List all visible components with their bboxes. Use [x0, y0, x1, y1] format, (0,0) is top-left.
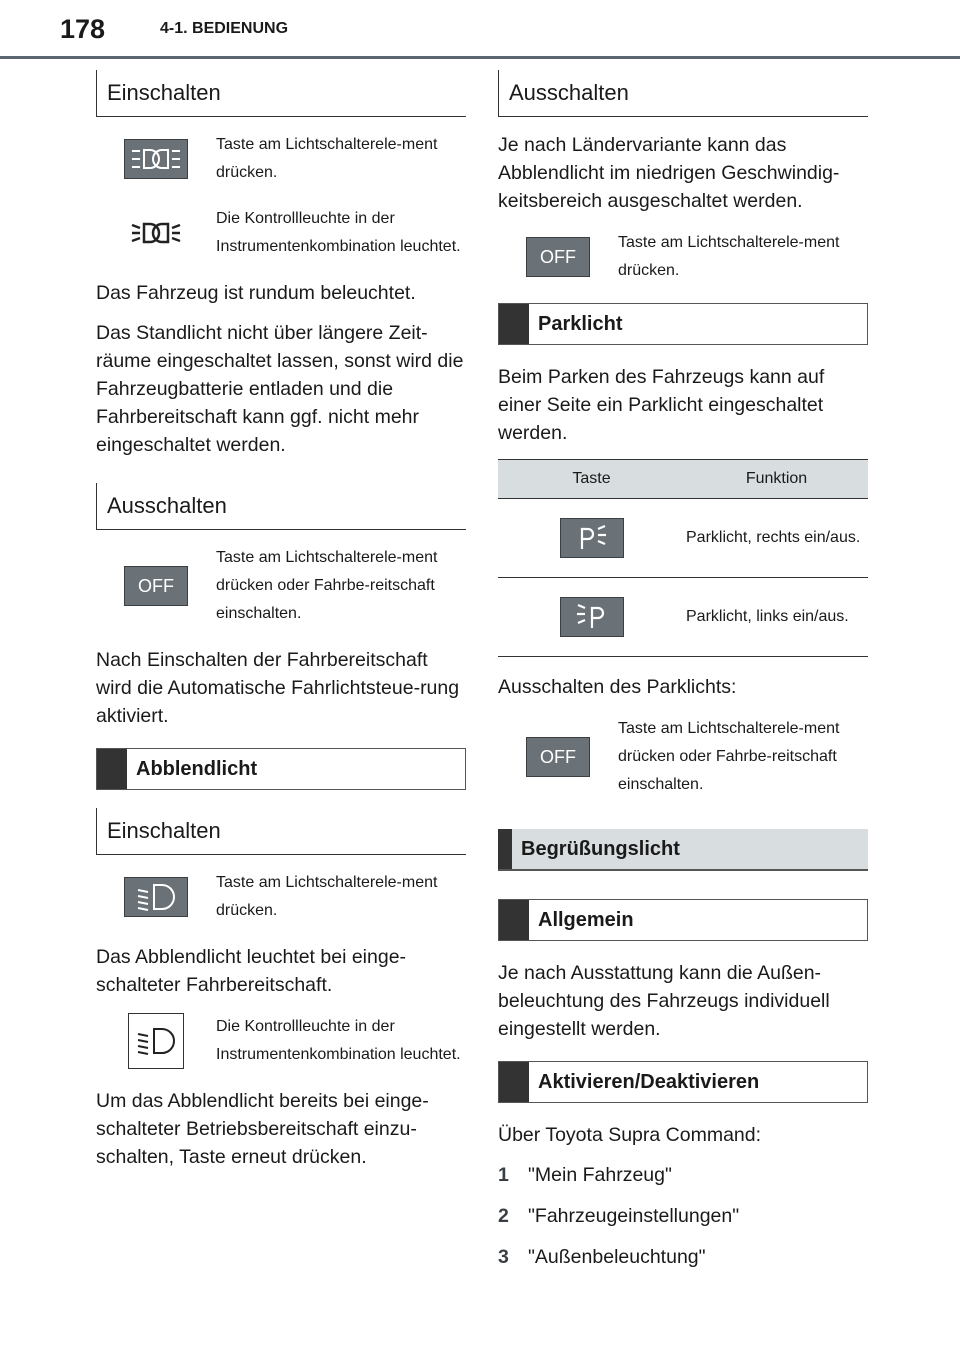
steps-list — [498, 1161, 868, 1271]
off-button-row — [96, 544, 466, 628]
einschalten-heading: Einschalten — [96, 70, 466, 117]
ausschalten-heading: Ausschalten — [96, 483, 466, 530]
paragraph: Beim Parken des Fahrzeugs kann auf einer Seite ein Parklicht eingeschaltet werden. — [498, 366, 825, 444]
paragraph: Nach Einschalten der Fahrbereitschaft wird die Automatische Fahrlichtsteue-rung aktiviert. — [96, 649, 460, 727]
heading-bar — [498, 829, 512, 869]
sidelight-button-icon[interactable] — [124, 139, 188, 179]
step-text: "Fahrzeugeinstellungen" — [528, 1205, 740, 1227]
section-label: 4-1. BEDIENUNG — [160, 20, 289, 37]
step-number: 3 — [498, 1246, 509, 1268]
list-item — [498, 1161, 868, 1189]
begruessungslicht-heading-label: Begrüßungslicht — [521, 837, 680, 860]
abblend-indicator-row — [96, 1013, 466, 1069]
parking-light-right-icon[interactable] — [560, 518, 624, 558]
abblendlicht-heading — [96, 748, 466, 790]
paragraph: Ausschalten des Parklichts: — [498, 676, 737, 698]
left-column — [96, 70, 466, 1183]
page-number: 178 — [60, 14, 106, 44]
parklicht-heading — [498, 303, 868, 345]
list-item — [498, 1243, 868, 1271]
off-button[interactable]: OFF — [526, 237, 590, 277]
parking-light-left-icon[interactable] — [560, 597, 624, 637]
heading-bar — [499, 900, 529, 940]
low-beam-button-icon[interactable] — [124, 877, 188, 917]
table-header-funktion: Funktion — [685, 460, 868, 499]
step-number: 1 — [498, 1164, 509, 1186]
aktivieren-heading — [498, 1061, 868, 1103]
abblend-button-row — [96, 869, 466, 925]
paragraph: Das Fahrzeug ist rundum beleuchtet. — [96, 282, 416, 304]
standlicht-row2-text: Die Kontrollleuchte in der Instrumentenkombination leuchtet. — [216, 210, 461, 255]
abblend-row1-text: Taste am Lichtschalterele-ment drücken. — [216, 874, 438, 919]
low-beam-indicator-icon — [128, 1013, 184, 1069]
ausschalten-right-heading: Ausschalten — [498, 70, 868, 117]
off2-row-text: Taste am Lichtschalterele-ment drücken oder Fahrbe-reitschaft einschalten. — [618, 720, 840, 793]
heading-bar — [97, 749, 127, 789]
table-row — [498, 578, 868, 657]
allgemein-heading-label: Allgemein — [538, 908, 634, 931]
page-header — [0, 0, 960, 58]
list-item — [498, 1202, 868, 1230]
sidelight-indicator-icon — [126, 214, 186, 252]
parking-light-table — [498, 459, 868, 657]
aktivieren-heading-label: Aktivieren/Deaktivieren — [538, 1070, 760, 1093]
abblend-row2-text: Die Kontrollleuchte in der Instrumentenkombination leuchtet. — [216, 1018, 461, 1063]
table-cell-function: Parklicht, rechts ein/aus. — [685, 499, 868, 578]
heading-bar — [499, 1062, 529, 1102]
begruessungslicht-heading — [498, 829, 868, 871]
table-cell-function: Parklicht, links ein/aus. — [685, 578, 868, 657]
heading-bar — [499, 304, 529, 344]
einschalten2-heading: Einschalten — [96, 808, 466, 855]
off2-button-row — [498, 715, 868, 799]
paragraph: Das Abblendlicht leuchtet bei einge-schalteter Fahrbereitschaft. — [96, 946, 407, 996]
off-button-row-right — [498, 229, 868, 285]
off-button[interactable]: OFF — [526, 737, 590, 777]
step-text: "Mein Fahrzeug" — [528, 1164, 672, 1186]
off-button[interactable]: OFF — [124, 566, 188, 606]
paragraph: Um das Abblendlicht bereits bei einge-schalteter Betriebsbereitschaft einzu-schalten, Taste erneut drücken. — [96, 1090, 429, 1168]
off-row-text: Taste am Lichtschalterele-ment drücken oder Fahrbe-reitschaft einschalten. — [216, 549, 438, 622]
table-row — [498, 499, 868, 578]
off-row-text: Taste am Lichtschalterele-ment drücken. — [618, 234, 840, 279]
step-number: 2 — [498, 1205, 509, 1227]
allgemein-heading — [498, 899, 868, 941]
paragraph: Je nach Ausstattung kann die Außen-beleuchtung des Fahrzeugs individuell eingestellt werden. — [498, 962, 830, 1040]
parklicht-heading-label: Parklicht — [538, 312, 623, 335]
standlicht-indicator-row — [96, 205, 466, 261]
step-text: "Außenbeleuchtung" — [528, 1246, 706, 1268]
paragraph: Über Toyota Supra Command: — [498, 1124, 762, 1146]
paragraph: Das Standlicht nicht über längere Zeit-räume eingeschaltet lassen, sonst wird die Fahrzeugbatterie entladen und die Fahrbereitschaft kann ggf. nicht mehr eingeschaltet werden. — [96, 322, 464, 456]
right-column — [498, 70, 868, 1284]
standlicht-row1-text: Taste am Lichtschalterele-ment drücken. — [216, 136, 438, 181]
paragraph: Je nach Ländervariante kann das Abblendlicht im niedrigen Geschwindig-keitsbereich ausgeschaltet werden. — [498, 134, 840, 212]
standlicht-button-row — [96, 131, 466, 187]
abblendlicht-heading-label: Abblendlicht — [136, 757, 258, 780]
table-header-taste: Taste — [498, 460, 685, 499]
header-rule — [0, 56, 960, 59]
